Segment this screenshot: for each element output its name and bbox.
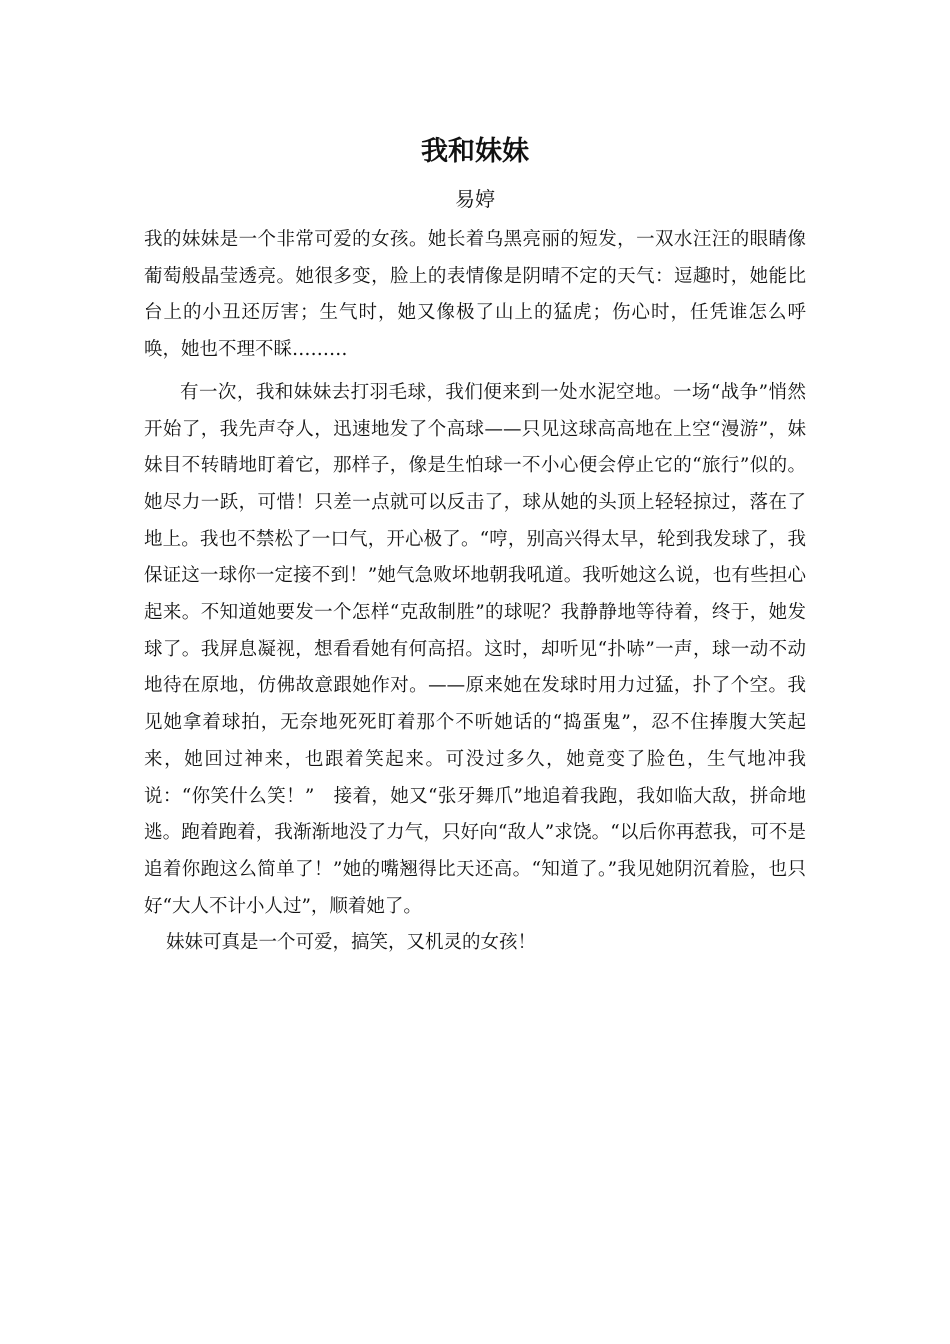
document-body — [144, 222, 806, 962]
paragraph-conclusion: 妹妹可真是一个可爱，搞笑，又机灵的女孩！ — [166, 932, 537, 954]
paragraph-intro: 我的妹妹是一个非常可爱的女孩。她长着乌黑亮丽的短发，一双水汪汪的眼睛像葡萄般晶莹透亮。她很多变，脸上的表情像是阴晴不定的天气：逗趣时，她能比台上的小丑还厉害；生气时，她又像极了山上的猛虎；伤心时，任凭谁怎么呼唤，她也不理不睬……… — [144, 229, 806, 361]
document-title: 我和妹妹 — [421, 136, 529, 167]
paragraph-story: 有一次，我和妹妹去打羽毛球，我们便来到一处水泥空地。一场“战争”悄然开始了，我先声夺人，迅速地发了个高球——只见这球高高地在上空“漫游”，妹妹目不转睛地盯着它，那样子，像是生怕球一不小心便会停止它的“旅行”似的。她尽力一跃，可惜！只差一点就可以反击了，球从她的头顶上轻轻掠过，落在了地上。我也不禁松了一口气，开心极了。“哼，别高兴得太早，轮到我发球了，我保证这一球你一定接不到！”她气急败坏地朝我吼道。我听她这么说，也有些担心起来。不知道她要发一个怎样“克敌制胜”的球呢？我静静地等待着，终于，她发球了。我屏息凝视，想看看她有何高招。这时，却听见“扑哧”一声，球一动不动地待在原地，仿佛故意跟她作对。——原来她在发球时用力过猛，扑了个空。我见她拿着球拍，无奈地死死盯着那个不听她话的“捣蛋鬼”，忍不住捧腹大笑起来，她回过神来，也跟着笑起来。可没过多久，她竟变了脸色，生气地冲我说：“你笑什么笑！” 接着，她又“张牙舞爪”地追着我跑，我如临大敌，拼命地逃。跑着跑着，我渐渐地没了力气，只好向“敌人”求饶。“以后你再惹我，可不是追着你跑这么简单了！”她的嘴翘得比天还高。“知道了。”我见她阴沉着脸，也只好“大人不计小人过”，顺着她了。 — [144, 381, 806, 917]
document-author: 易婷 — [455, 187, 495, 211]
